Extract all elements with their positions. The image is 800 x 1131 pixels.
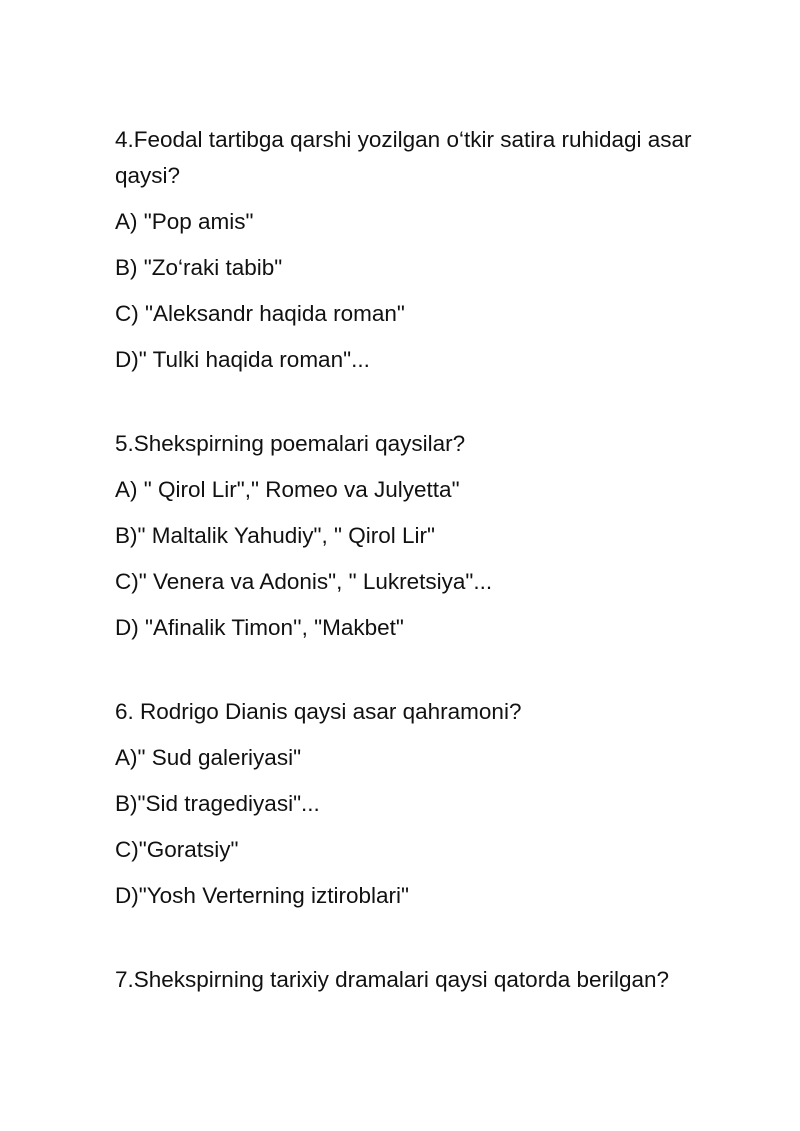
option-a: A)" Sud galeriyasi" — [115, 745, 302, 770]
option-d: D)"Yosh Verterning iztiroblari" — [115, 883, 410, 908]
option-a: A) "Pop amis" — [115, 209, 254, 234]
option-d: D)" Tulki haqida roman"... — [115, 347, 370, 372]
option-c: C)"Goratsiy" — [115, 837, 239, 862]
option-d: D) "Afinalik Timon'', "Makbet" — [115, 615, 404, 640]
question-title: 5.Shekspirning poemalari qaysilar? — [115, 431, 466, 456]
question-title: 4.Feodal tartibga qarshi yozilgan o‘tkir satira ruhidagi asar qaysi? — [115, 127, 692, 188]
question-4 — [115, 120, 755, 378]
question-title: 6. Rodrigo Dianis qaysi asar qahramoni? — [115, 699, 522, 724]
question-6 — [115, 692, 755, 914]
option-c: C)" Venera va Adonis", " Lukretsiya"... — [115, 569, 493, 594]
question-7 — [115, 960, 755, 998]
option-b: B)"Sid tragediyasi"... — [115, 791, 320, 816]
question-title: 7.Shekspirning tarixiy dramalari qaysi qatorda berilgan? — [115, 967, 670, 992]
document-page — [115, 120, 755, 998]
option-c: C) "Aleksandr haqida roman" — [115, 301, 405, 326]
question-5 — [115, 424, 755, 646]
option-a: A) " Qirol Lir"," Romeo va Julyetta" — [115, 477, 460, 502]
option-b: B)" Maltalik Yahudiy", " Qirol Lir" — [115, 523, 435, 548]
option-b: B) "Zo‘raki tabib" — [115, 255, 283, 280]
